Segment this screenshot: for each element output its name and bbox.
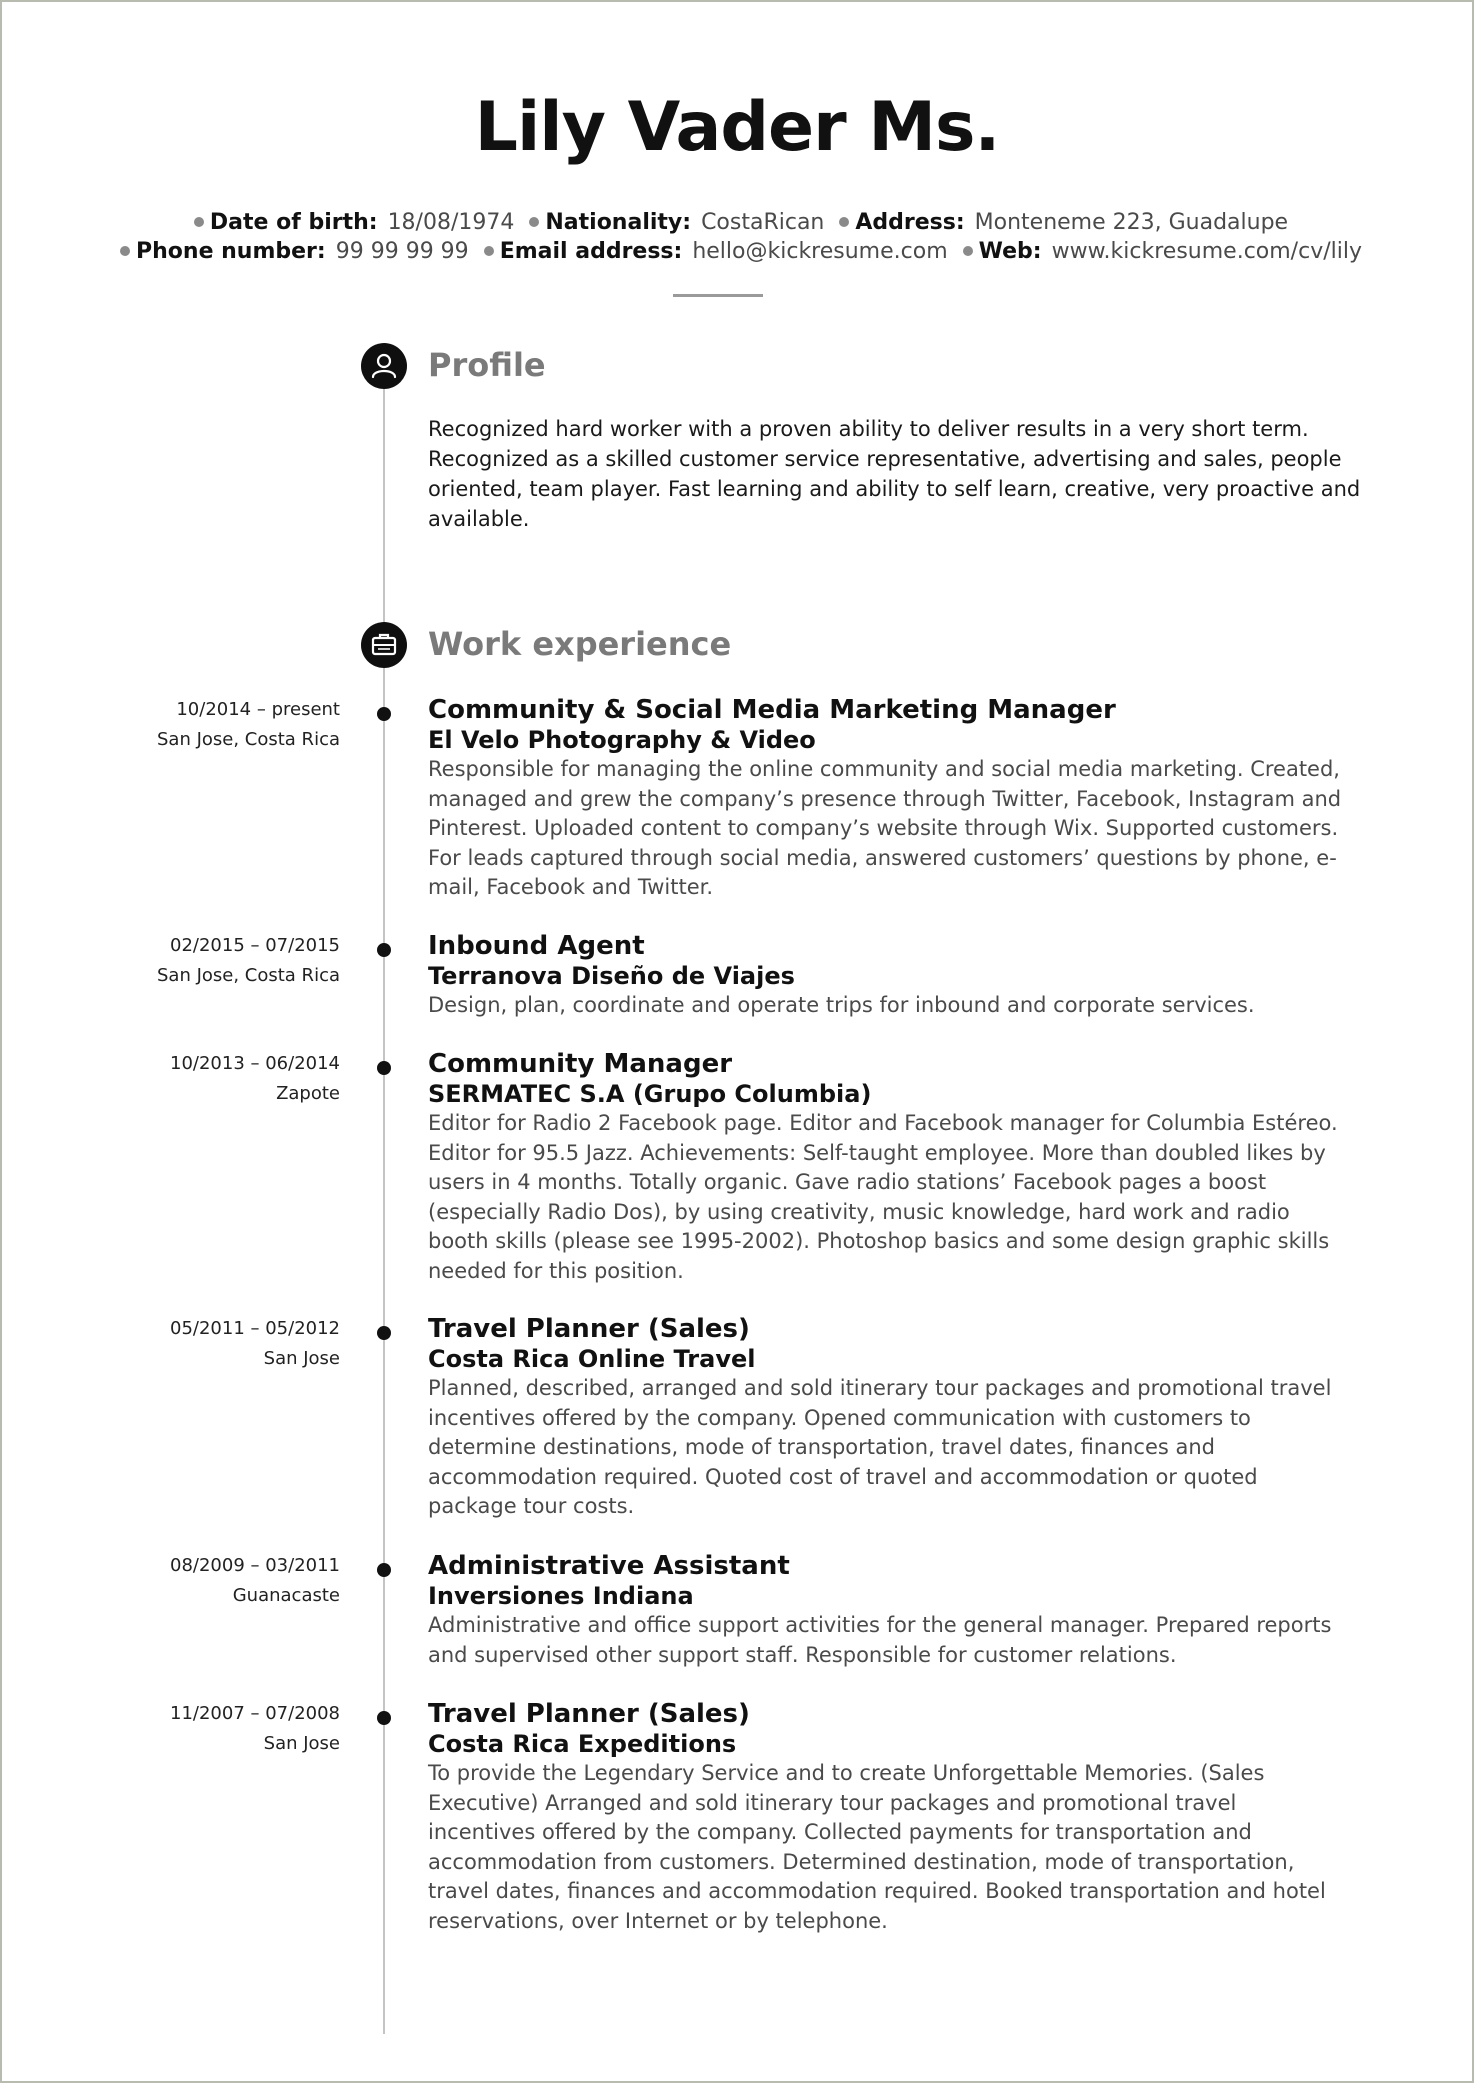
job-dates: 11/2007 – 07/2008 [170, 1703, 340, 1724]
briefcase-icon [361, 622, 407, 668]
job-title: Travel Planner (Sales) [428, 1699, 750, 1729]
contact-label: Date of birth: [209, 210, 378, 235]
contact-label: Email address: [499, 239, 683, 264]
timeline-dot-icon [377, 1326, 391, 1340]
contact-item [112, 239, 469, 264]
job-description: Administrative and office support activities for the general manager. Prepared reports and supervised other support staff. Responsible for customer relations. [428, 1613, 1332, 1667]
job-company: Terranova Diseño de Viajes [428, 962, 795, 990]
contact-item [955, 239, 1362, 264]
job-content [428, 1049, 1348, 1286]
job-company: SERMATEC S.A (Grupo Columbia) [428, 1080, 872, 1108]
job-meta [157, 931, 340, 991]
job-content [428, 931, 1348, 1021]
job-dates: 10/2014 – present [176, 699, 340, 720]
job-content [428, 1551, 1348, 1670]
job-title: Travel Planner (Sales) [428, 1314, 750, 1344]
section-title-work: Work experience [428, 625, 732, 663]
job-meta [170, 1551, 340, 1611]
contact-value[interactable]: www.kickresume.com/cv/lily [1051, 239, 1362, 264]
job-description: Editor for Radio 2 Facebook page. Editor and Facebook manager for Columbia Estéreo. Editor for 95.5 Jazz. Achievements: Self-taught employee. More than doubled likes by users in 4 months. Totally organic. Gave radio stations’ Facebook pages a boost (especially Radio Dos), by using creativity, music knowledge, hard work and radio booth skills (please see 1995-2002). Photoshop basics and some design graphic skills needed for this position. [428, 1111, 1338, 1283]
person-icon [361, 343, 407, 389]
job-description: Responsible for managing the online community and social media marketing. Created, managed and grew the company’s presence through Twitter, Facebook, Instagram and Pinterest. Uploaded content to company’s website through Wix. Supported customers. For leads captured through social media, answered customers’ questions by phone, e-mail, Facebook and Twitter. [428, 757, 1342, 899]
bullet-icon [839, 217, 849, 227]
job-company: Costa Rica Online Travel [428, 1345, 756, 1373]
job-location: San Jose [263, 1733, 340, 1754]
timeline-line [383, 366, 385, 2034]
bullet-icon [963, 246, 973, 256]
job-meta [170, 1314, 340, 1374]
bullet-icon [120, 246, 130, 256]
contact-item [186, 210, 514, 235]
profile-text: Recognized hard worker with a proven ability to deliver results in a very short term. Recognized as a skilled customer service representative, advertising and sales, people oriented, team player. Fast learning and ability to self learn, creative, very proactive and available. [428, 417, 1361, 531]
job-meta [170, 1699, 340, 1759]
job-title: Administrative Assistant [428, 1551, 790, 1581]
bullet-icon [484, 246, 494, 256]
contact-value[interactable]: hello@kickresume.com [692, 239, 948, 264]
job-company: Inversiones Indiana [428, 1582, 694, 1610]
job-dates: 05/2011 – 05/2012 [170, 1318, 340, 1339]
job-dates: 02/2015 – 07/2015 [170, 935, 340, 956]
contact-item [831, 210, 1288, 235]
job-meta [157, 695, 340, 755]
contact-label: Address: [855, 210, 965, 235]
job-meta [170, 1049, 340, 1109]
job-company: Costa Rica Expeditions [428, 1730, 737, 1758]
contact-line-2 [0, 237, 1474, 267]
section-title-profile: Profile [428, 346, 546, 384]
job-content [428, 1699, 1348, 1936]
contact-line-1 [0, 208, 1474, 238]
job-location: Guanacaste [232, 1585, 340, 1606]
job-title: Community Manager [428, 1049, 733, 1079]
job-location: San Jose [263, 1348, 340, 1369]
job-location: San Jose, Costa Rica [156, 729, 340, 750]
job-description: Planned, described, arranged and sold itinerary tour packages and promotional travel incentives offered by the company. Opened communication with customers to determine destinations, mode of transportation, travel dates, finances and accommodation required. Quoted cost of travel and accommodation or quoted package tour costs. [428, 1376, 1332, 1518]
job-dates: 10/2013 – 06/2014 [170, 1053, 340, 1074]
contact-value: Monteneme 223, Guadalupe [974, 210, 1289, 235]
contact-label: Nationality: [545, 210, 692, 235]
job-location: Zapote [276, 1083, 340, 1104]
job-title: Inbound Agent [428, 931, 645, 961]
job-description: To provide the Legendary Service and to create Unforgettable Memories. (Sales Executive) Arranged and sold itinerary tour packages and promotional travel incentives offered by the company. Collected payments for transportation and accommodation from customers. Determined destination, mode of transportation, travel dates, finances and accommodation required. Booked transportation and hotel reservations, over Internet or by telephone. [428, 1761, 1326, 1933]
contact-value: 18/08/1974 [387, 210, 515, 235]
header-separator [673, 294, 763, 297]
contact-label: Web: [978, 239, 1042, 264]
job-content [428, 1314, 1348, 1522]
contact-item [521, 210, 824, 235]
job-description: Design, plan, coordinate and operate trips for inbound and corporate services. [428, 993, 1255, 1017]
contact-value: CostaRican [701, 210, 825, 235]
job-company: El Velo Photography & Video [428, 726, 816, 754]
timeline-dot-icon [377, 943, 391, 957]
contact-item [476, 239, 948, 264]
timeline-dot-icon [377, 707, 391, 721]
timeline-dot-icon [377, 1061, 391, 1075]
job-content [428, 695, 1348, 903]
timeline-dot-icon [377, 1711, 391, 1725]
bullet-icon [529, 217, 539, 227]
job-title: Community & Social Media Marketing Manager [428, 695, 1116, 725]
candidate-name: Lily Vader Ms. [474, 88, 1000, 167]
bullet-icon [194, 217, 204, 227]
contact-value: 99 99 99 99 [335, 239, 469, 264]
job-location: San Jose, Costa Rica [156, 965, 340, 986]
contact-label: Phone number: [136, 239, 326, 264]
timeline-dot-icon [377, 1563, 391, 1577]
job-dates: 08/2009 – 03/2011 [170, 1555, 340, 1576]
